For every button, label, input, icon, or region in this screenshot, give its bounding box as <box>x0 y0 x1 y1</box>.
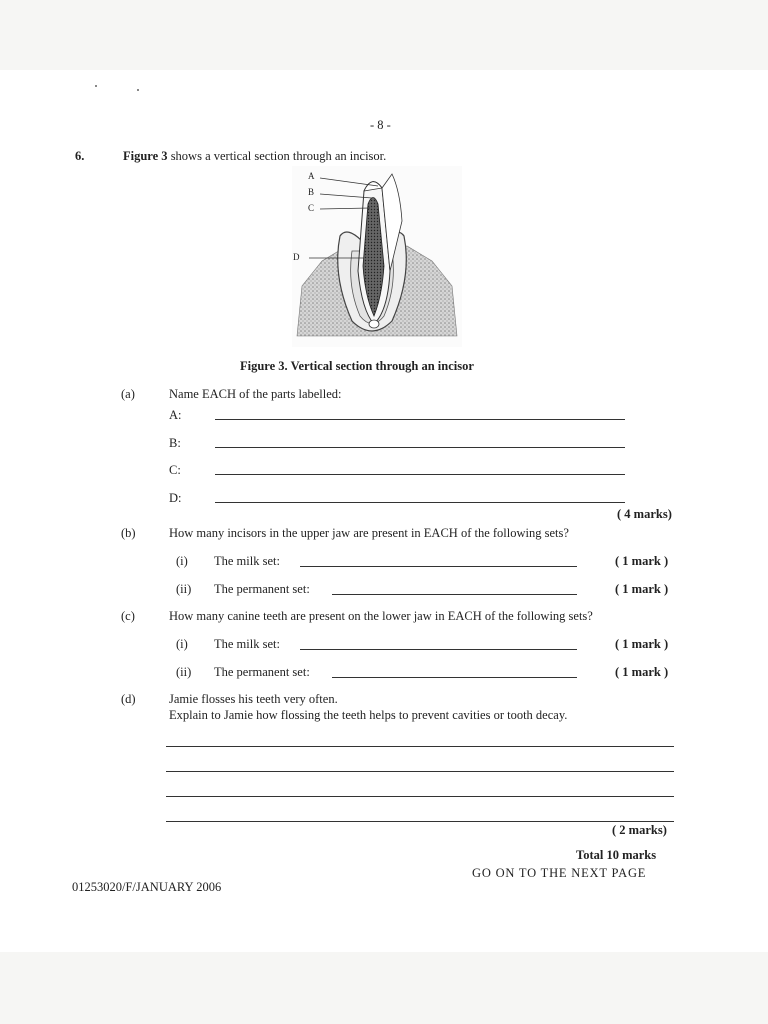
answer-line-d-3[interactable] <box>166 796 674 797</box>
answer-line-c[interactable] <box>215 474 625 475</box>
part-b-i-marks: ( 1 mark ) <box>615 554 669 568</box>
answer-line-c-i[interactable] <box>300 649 577 650</box>
part-c-ii-num: (ii) <box>176 665 192 679</box>
part-d-line1: Jamie flosses his teeth very often. <box>169 692 338 706</box>
part-c-ii-text: The permanent set: <box>214 665 310 679</box>
question-intro <box>123 149 386 164</box>
total-marks: Total 10 marks <box>576 848 657 862</box>
part-c-label: (c) <box>121 609 135 623</box>
part-b-label: (b) <box>121 526 136 540</box>
part-d-label: (d) <box>121 692 136 706</box>
part-c-i-num: (i) <box>176 637 188 651</box>
figure-caption: Figure 3. Vertical section through an incisor <box>240 359 474 373</box>
figure-label-a: A <box>308 171 315 181</box>
part-b-i-num: (i) <box>176 554 188 568</box>
answer-line-d-4[interactable] <box>166 821 674 822</box>
answer-line-b[interactable] <box>215 447 625 448</box>
figure-label-d: D <box>293 252 300 262</box>
answer-line-d-1[interactable] <box>166 746 674 747</box>
part-a-item-c: C: <box>169 463 181 477</box>
answer-line-d[interactable] <box>215 502 625 503</box>
scan-speck <box>95 85 97 87</box>
part-a-item-b: B: <box>169 436 181 450</box>
answer-line-b-ii[interactable] <box>332 594 577 595</box>
figure-reference: Figure 3 <box>123 149 168 163</box>
answer-line-d-2[interactable] <box>166 771 674 772</box>
part-d-line2: Explain to Jamie how flossing the teeth helps to prevent cavities or tooth decay. <box>169 708 568 722</box>
part-b-i-text: The milk set: <box>214 554 280 568</box>
scan-speck <box>137 89 139 91</box>
part-a-prompt: Name EACH of the parts labelled: <box>169 387 342 401</box>
part-b-ii-text: The permanent set: <box>214 582 310 596</box>
answer-line-c-ii[interactable] <box>332 677 577 678</box>
footer-code: 01253020/F/JANUARY 2006 <box>72 880 222 894</box>
go-on-notice: GO ON TO THE NEXT PAGE <box>472 866 647 880</box>
question-number: 6. <box>75 149 85 163</box>
figure-label-c: C <box>308 203 315 213</box>
part-c-prompt: How many canine teeth are present on the lower jaw in EACH of the following sets? <box>169 609 593 623</box>
answer-line-a[interactable] <box>215 419 625 420</box>
incisor-figure <box>292 166 462 347</box>
figure-label-b: B <box>308 187 315 197</box>
part-a-label: (a) <box>121 387 135 401</box>
part-a-marks: ( 4 marks) <box>617 507 672 521</box>
part-c-i-text: The milk set: <box>214 637 280 651</box>
part-a-item-d: D: <box>169 491 182 505</box>
part-b-ii-marks: ( 1 mark ) <box>615 582 669 596</box>
intro-text: shows a vertical section through an incisor. <box>167 149 387 163</box>
part-a-item-a: A: <box>169 408 182 422</box>
part-d-marks: ( 2 marks) <box>612 823 667 837</box>
part-c-i-marks: ( 1 mark ) <box>615 637 669 651</box>
answer-line-b-i[interactable] <box>300 566 577 567</box>
part-b-prompt: How many incisors in the upper jaw are present in EACH of the following sets? <box>169 526 569 540</box>
part-c-ii-marks: ( 1 mark ) <box>615 665 669 679</box>
incisor-diagram <box>292 166 462 347</box>
part-b-ii-num: (ii) <box>176 582 192 596</box>
page-number: - 8 - <box>370 118 391 132</box>
